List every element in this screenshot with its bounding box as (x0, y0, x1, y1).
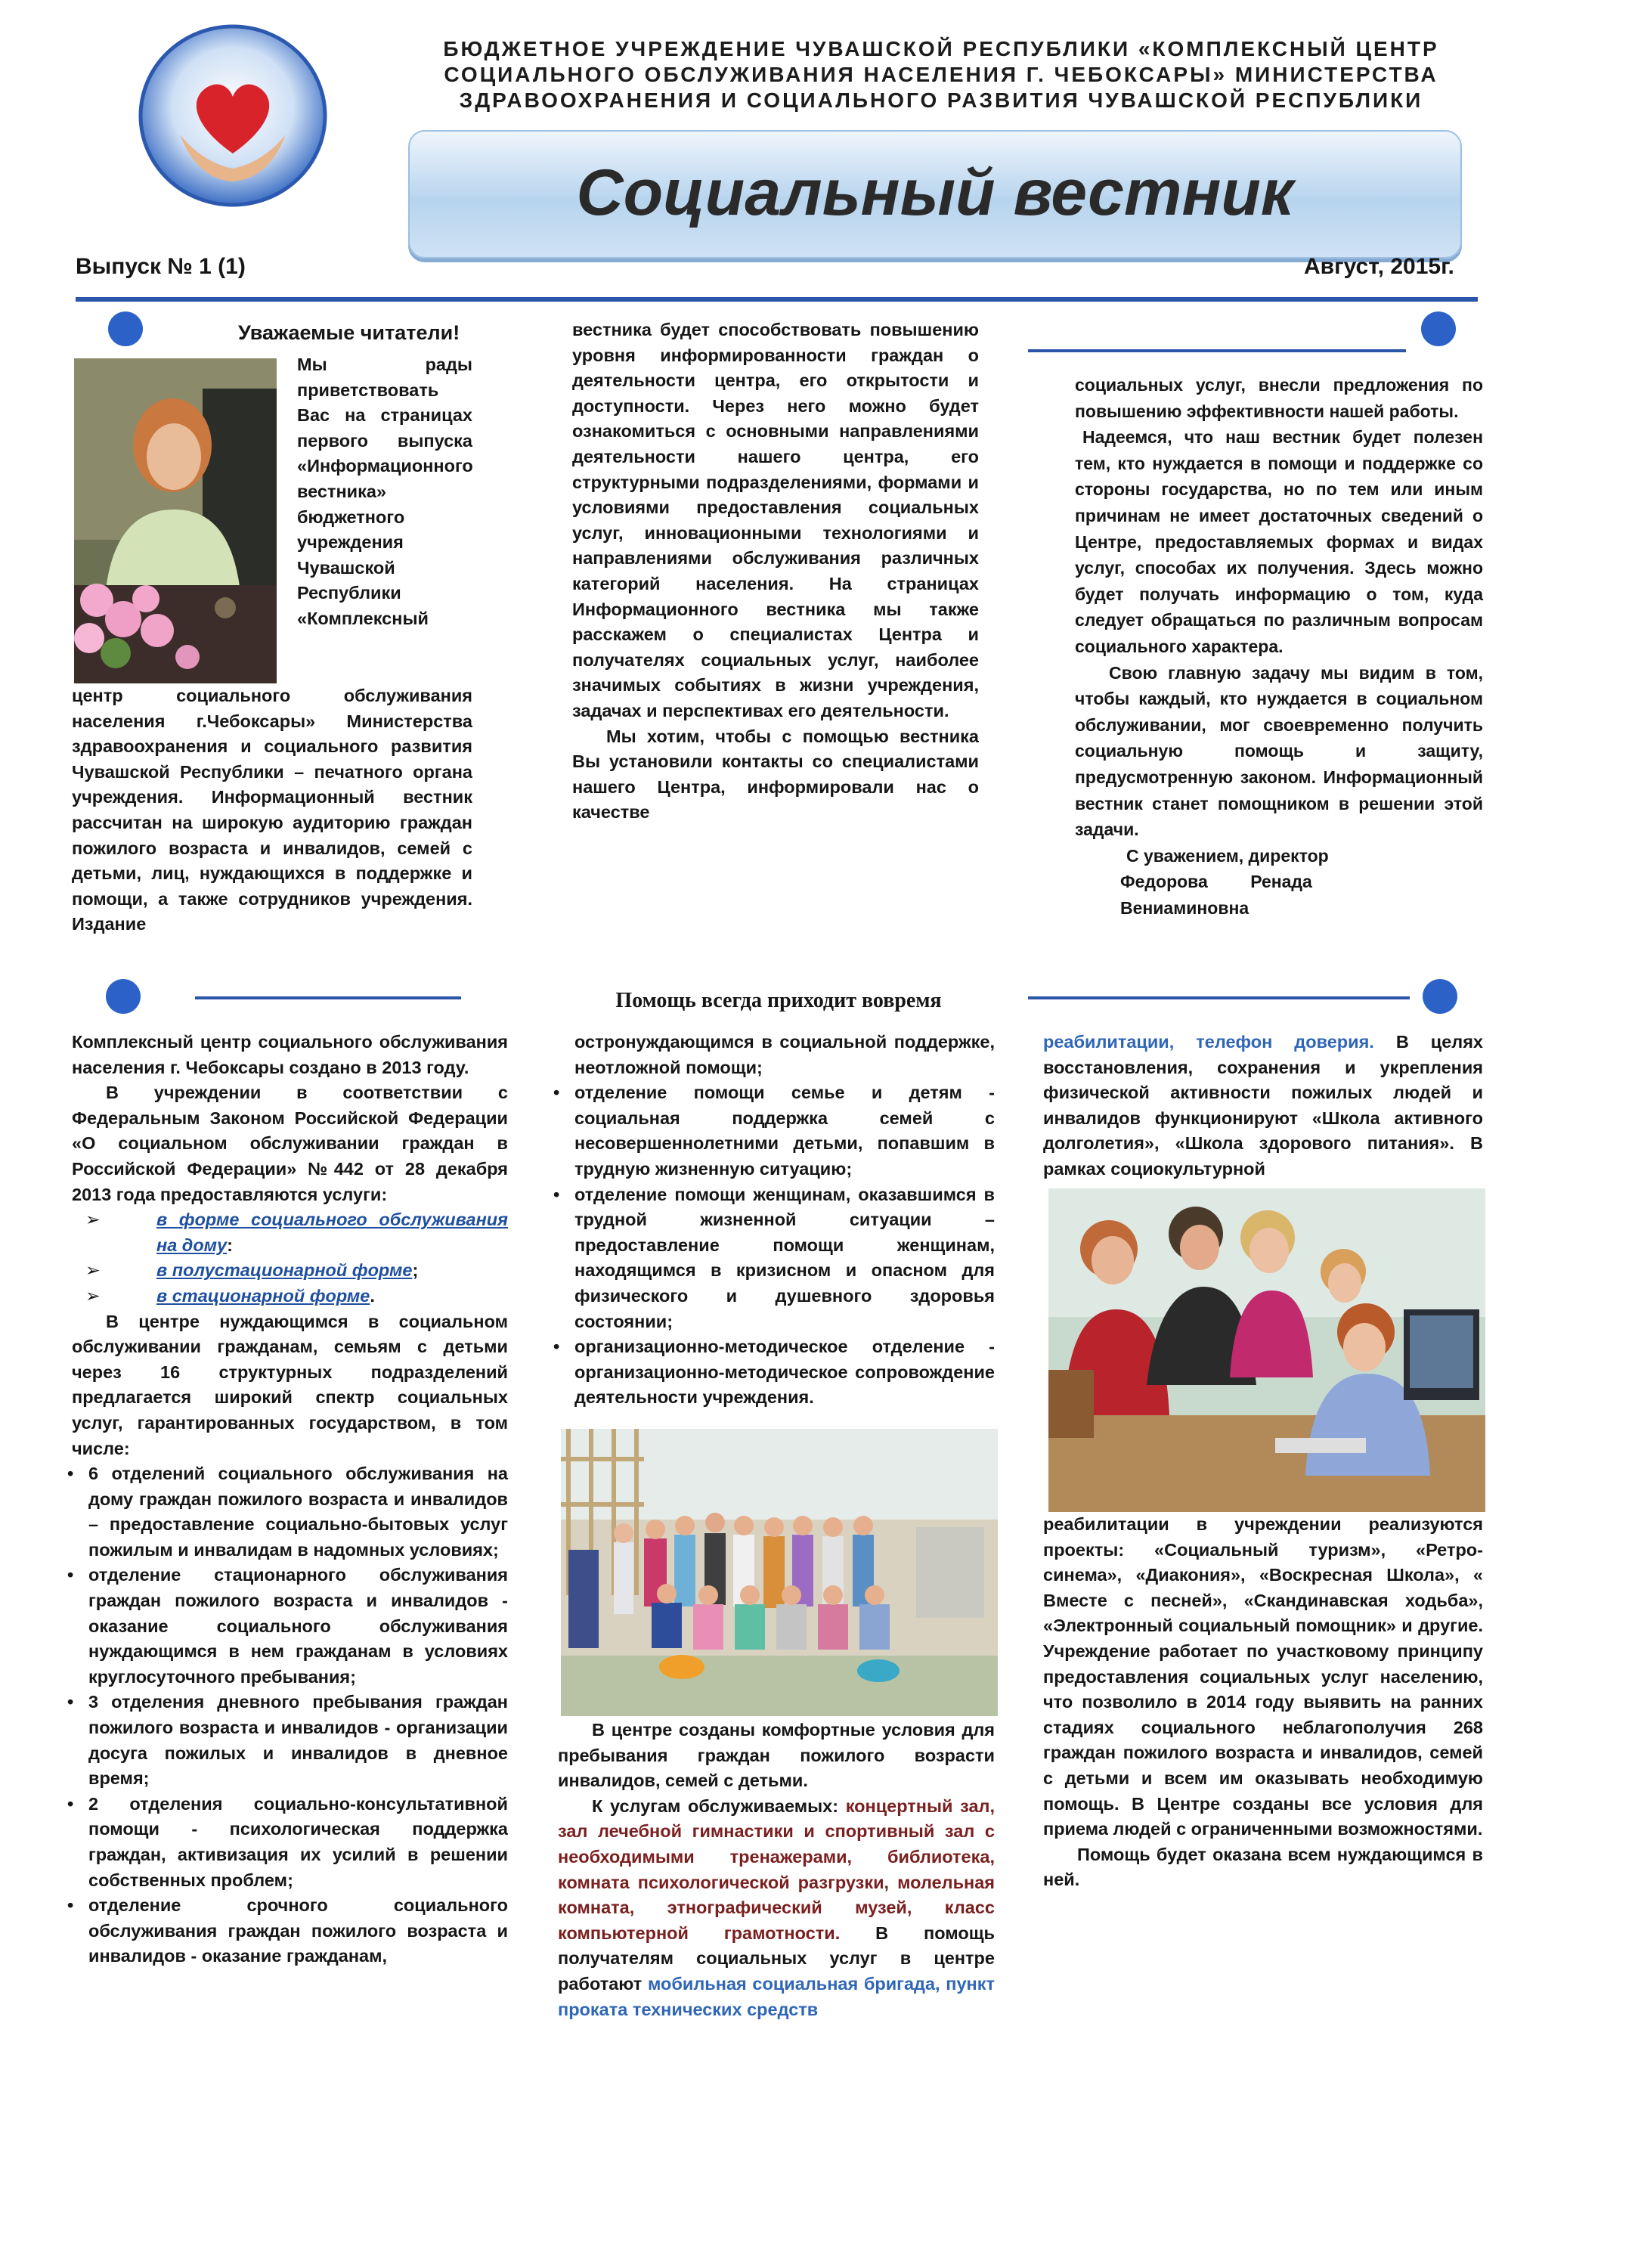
list-item: • 6 отделений социального обслуживания на дому граждан пожилого возраста и инвалидов – предоставление социально-бытовых услуг пожилым и инвалидам в надомных условиях; (72, 1461, 508, 1563)
intro-heading: Уважаемые читатели! (238, 321, 460, 344)
services-blue: мобильная социальная бригада, пункт проката технических средств (558, 1973, 995, 2019)
service-form-link-home[interactable]: в форме социального обслуживания на дому (156, 1210, 508, 1255)
article-c3-p3: Помощь будет оказана всем нуждающимся в ней. (1043, 1844, 1483, 1890)
list-item: • 3 отделения дневного пребывания граждан пожилого возраста и инвалидов - организации досуга пожилых и инвалидов в дневное время; (72, 1690, 508, 1791)
article-c1-p2: В учреждении в соответствии с Федеральным Законом Российской Федерации «О социальном обслуживании граждан в Российской Федерации» №442 от 28 декабря 2013 года предоставляются услуги: (72, 1083, 508, 1204)
rule-dot-3 (106, 979, 141, 1014)
org-line-3: ЗДРАВООХРАНЕНИЯ И СОЦИАЛЬНОГО РАЗВИТИЯ ЧУВАШСКОЙ РЕСПУБЛИКИ (459, 88, 1423, 112)
logo (135, 21, 331, 210)
article-col2 (558, 1030, 995, 1411)
article-c3-p2: реабилитации в учреждении реализуются проекты: «Социальный туризм», «Ретро-синема», «Диакония», «Воскресная Школа», « Вместе с песней», «Скандинавская ходьба», «Электронный социальный помощник» и другие. Учреждение работает по участковому принципу предоставления социальных услуг населению, что позволило в 2014 году выявить на ранних стадиях социального неблагополучия 268 граждан пожилого возраста и инвалидов, семей с детьми и всем им оказывать необходимую помощь. В Центре созданы все условия для приема людей с ограниченными возможностями. (1043, 1514, 1483, 1839)
article-c2-lead: остронуждающимся в социальной поддержке, неотложной помощи; (574, 1032, 995, 1077)
issue-number: Выпуск № 1 (1) (76, 254, 246, 279)
mid-rule-right (1028, 996, 1410, 999)
photo-caption: В центре созданы комфортные условия для пребывания граждан пожилого возрасти инвалидов, семей с детьми. (558, 1720, 995, 1791)
group-photo (561, 1429, 998, 1716)
org-line-1: БЮДЖЕТНОЕ УЧРЕЖДЕНИЕ ЧУВАШСКОЙ РЕСПУБЛИКИ «КОМПЛЕКСНЫЙ ЦЕНТР (443, 37, 1439, 60)
org-line-2: СОЦИАЛЬНОГО ОБСЛУЖИВАНИЯ НАСЕЛЕНИЯ Г. ЧЕБОКСАРЫ» МИНИСТЕРСТВА (444, 63, 1438, 86)
service-forms-list (72, 1207, 508, 1309)
list-item: • 2 отделения социально-консультативной помощи - психологическая поддержка граждан, активизация их усилий в решении собственных проблем; (72, 1792, 508, 1893)
top-rule-left (76, 297, 1478, 302)
mid-rule-left (195, 996, 461, 999)
signature-name: Федорова Ренада Вениаминовна (1120, 872, 1312, 918)
director-photo (74, 358, 277, 683)
newsletter-title: Социальный вестник (576, 156, 1294, 229)
intro-col3-p3: Свою главную задачу мы видим в том, чтобы каждый, кто нуждается в социальном обслуживании, мог своевременно получить социальную помощь и защиту, предусмотренную законом. Информационный вестник станет помощником в решении этой задачи. (1075, 662, 1483, 840)
issue-date: Август, 2015г. (1304, 254, 1454, 279)
service-form-item (72, 1284, 508, 1309)
list-item: • отделение помощи семье и детям - социальная поддержка семей с несовершеннолетними детьми, попавшим в трудную жизненную ситуацию; (558, 1080, 995, 1182)
article-c3-p1-text: В целях восстановления, сохранения и укрепления физической активности пожилых людей и инвалидов функционируют «Школа активного долголетия», «Школа здорового питания». В рамках социокультурной (1043, 1032, 1483, 1179)
computer-class-photo (1048, 1188, 1485, 1512)
article-col3-top (1043, 1030, 1483, 1182)
article-c1-p1: Комплексный центр социального обслуживания населения г. Чебоксары создано в 2013 году. (72, 1032, 508, 1077)
rehab-blue: реабилитации, телефон доверия. (1043, 1032, 1374, 1052)
departments-list (72, 1461, 508, 1969)
service-form-tail: : (227, 1235, 233, 1255)
rule-col3 (1028, 349, 1406, 352)
rule-dot-2 (1421, 311, 1456, 346)
service-form-link-stationary[interactable]: в стационарной форме (156, 1285, 370, 1306)
article-c1-p3: В центре нуждающимся в социальном обслуживании гражданам, семьям с детьми через 16 структурных подразделений предлагается широкий спектр социальных услуг, гарантированных государством, в том числе: (72, 1311, 508, 1458)
intro-col2-p1: вестника будет способствовать повышению уровня информированности граждан о деятельности центра, его открытости и доступности. Через него можно будет ознакомиться с основными направлениями деятельности нашего центра, его структурными подразделениями, формами и условиями предоставления социальных услуг, инновационными технологиями и направлениями обслуживания различных категорий населения. На страницах Информационного вестника мы также расскажем о специалистах Центра и получателях социальных услуг, наиболее значимых событиях в жизни учреждения, задачах и перспективах его деятельности. (572, 320, 979, 720)
rule-dot-4 (1423, 979, 1457, 1014)
services-list-red: концертный зал, зал лечебной гимнастики и спортивный зал с необходимыми тренажерами, библиотека, комната психологической разгрузки, молельная комната, этнографический музей, класс компьютерной грамотности. (558, 1796, 995, 1943)
intro-side-text: Мы рады приветствовать Вас на страницах первого выпуска «Информационного вестника» бюджетного учреждения Чувашской Республики «Комплексный (297, 355, 473, 628)
service-form-tail: ; (412, 1260, 419, 1281)
list-item: • отделение помощи женщинам, оказавшимся в трудной жизненной ситуации – предоставление помощи женщинам, находящимся в кризисном и опасном для физического и душевного здоровья состоянии; (558, 1182, 995, 1335)
article-col2-bottom (558, 1718, 995, 2022)
service-form-item (72, 1258, 508, 1284)
service-form-link-semi[interactable]: в полустационарной форме (156, 1260, 413, 1281)
article-col3-bottom (1043, 1512, 1483, 1893)
article-title: Помощь всегда приходит вовремя (615, 989, 942, 1012)
intro-col1-body: центр социального обслуживания населения г.Чебоксары» Министерства здравоохранения и социального развития Чувашской Республики – печатного органа учреждения. Информационный вестник рассчитан на широкую аудиторию граждан пожилого возраста и инвалидов, семей с детьми, лиц, нуждающихся в поддержке и помощи, а также сотрудников учреждения. Издание (72, 686, 472, 934)
service-form-item (72, 1207, 508, 1258)
service-form-tail: . (370, 1285, 375, 1306)
title-banner (408, 130, 1462, 259)
departments-list-2 (558, 1080, 995, 1411)
list-item: • отделение стационарного обслуживания граждан пожилого возраста и инвалидов - оказание социального обслуживания нуждающимся в нем гражданам в условиях круглосуточного пребывания; (72, 1563, 508, 1690)
intro-col2 (572, 318, 979, 826)
intro-col2-p2: Мы хотим, чтобы с помощью вестника Вы установили контакты со специалистами нашего Центра, информировали нас о качестве (572, 726, 979, 823)
intro-col3-p2: Надеемся, что наш вестник будет полезен тем, кто нуждается в помощи и поддержке со стороны государства, но по тем или иным причинам не имеет достаточных сведений о Центре, предоставляемых формах и видах услуг, способах их получения. Здесь можно будет получать информацию о том, куда следует обращаться по различным вопросам социального характера. (1075, 427, 1483, 656)
services-mid: В помощь получателям социальных услуг в центре работают (558, 1923, 995, 1994)
article-c3-p1 (1043, 1030, 1483, 1182)
intro-col3-p1: социальных услуг, внесли предложения по повышению эффективности нашей работы. (1075, 375, 1483, 421)
rule-dot-1 (108, 311, 143, 346)
list-item: • организационно-методическое отделение - организационно-методическое сопровождение деятельности учреждения. (558, 1334, 995, 1411)
signature-title: С уважением, директор (1126, 845, 1329, 866)
article-c2-p (558, 1794, 995, 2022)
article-col1 (72, 1030, 508, 1969)
list-item: • отделение срочного социального обслуживания граждан пожилого возраста и инвалидов - оказание гражданам, (72, 1893, 508, 1969)
services-lead: К услугам обслуживаемых: (592, 1796, 839, 1816)
intro-col3 (1075, 372, 1483, 921)
